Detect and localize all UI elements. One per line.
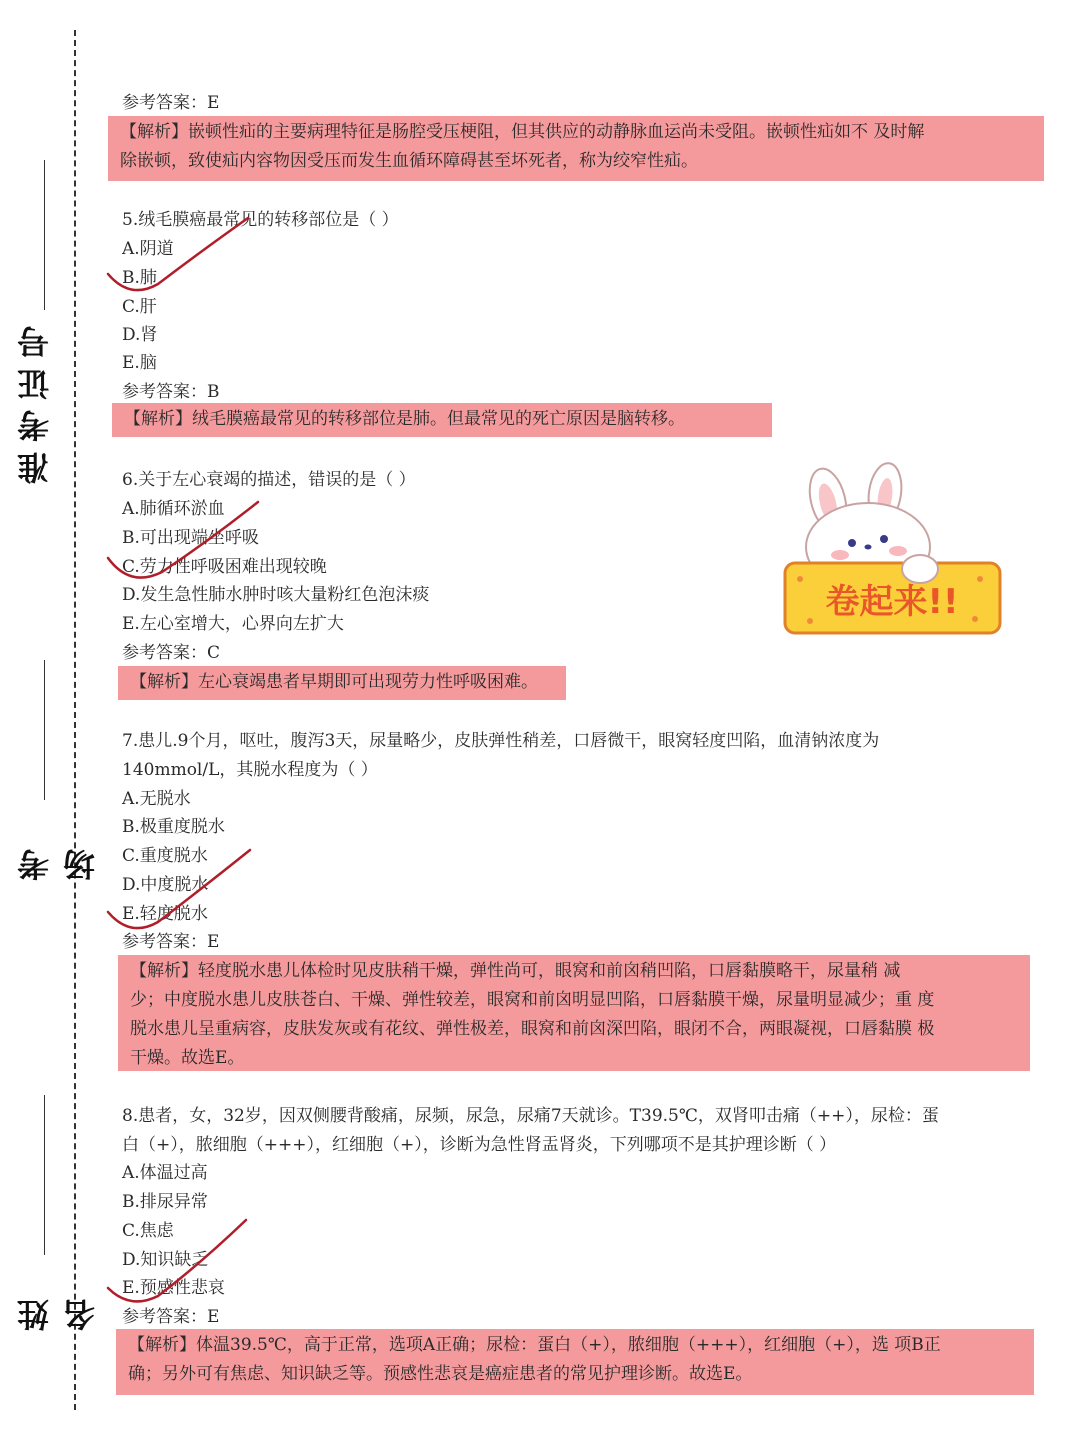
q6-option-c: C.劳力性呼吸困难出现较晚 — [122, 557, 327, 577]
q8-option-e: E.预感性悲哀 — [122, 1278, 225, 1298]
q5-explain-line1: 绒毛膜癌最常见的转移部位是肺。但最常见的死亡原因是脑转移。 — [192, 409, 685, 429]
q5-option-c: C.肝 — [122, 297, 157, 317]
q5-option-d: D.肾 — [122, 325, 158, 345]
q5-explanation — [112, 403, 772, 437]
q7-option-b: B.极重度脱水 — [122, 817, 225, 837]
q6-answer: 参考答案：C — [122, 643, 221, 663]
q5-explain-tag: 【解析】 — [124, 409, 192, 429]
q8-option-a: A.体温过高 — [122, 1163, 208, 1183]
bunny-sticker-image — [780, 455, 1010, 645]
q8-option-d: D.知识缺乏 — [122, 1250, 209, 1270]
q8-option-b: B.排尿异常 — [122, 1192, 208, 1212]
q5-option-a: A.阴道 — [122, 239, 174, 259]
q4-explain-line2: 除嵌顿，致使疝内容物因受压而发生血循环障碍甚至坏死者，称为绞窄性疝。 — [120, 151, 698, 171]
q7-explanation — [118, 955, 1030, 1071]
q8-option-c: C.焦虑 — [122, 1221, 174, 1241]
q7-explain-line1: 轻度脱水患儿体检时见皮肤稍干燥，弹性尚可，眼窝和前囟稍凹陷，口唇黏膜略干，尿量稍 减 — [198, 961, 901, 981]
exam-id-write-line — [44, 160, 45, 310]
q8-explain-line1: 体温39.5℃，高于正常，选项A正确；尿检：蛋白（+），脓细胞（+++），红细胞（+），选 项B正 — [196, 1335, 941, 1355]
q7-answer: 参考答案：E — [122, 932, 220, 952]
q7-explain-line2: 少；中度脱水患儿皮肤苍白、干燥、弹性较差，眼窝和前囟明显凹陷，口唇黏膜干燥，尿量明显减少；重 度 — [130, 990, 935, 1010]
q8-stem-line1: 8.患者，女，32岁，因双侧腰背酸痛，尿频，尿急，尿痛7天就诊。T39.5℃，双肾叩击痛（++），尿检：蛋 — [122, 1106, 939, 1126]
q4-explanation — [108, 116, 1044, 181]
q4-answer: 参考答案：E — [122, 93, 220, 113]
q5-answer: 参考答案：B — [122, 382, 220, 402]
q7-stem-line2: 140mmol/L，其脱水程度为（ ） — [122, 760, 378, 780]
q5-stem: 5.绒毛膜癌最常见的转移部位是（ ） — [122, 210, 399, 230]
q5-option-e: E.脑 — [122, 353, 157, 373]
q6-stem: 6.关于左心衰竭的描述，错误的是（ ） — [122, 470, 416, 490]
exam-id-label: 准考证号 — [16, 316, 54, 484]
q8-explain-tag: 【解析】 — [128, 1335, 196, 1355]
q6-option-b: B.可出现端坐呼吸 — [122, 528, 259, 548]
q6-explanation — [118, 666, 566, 700]
q6-option-a: A.肺循环淤血 — [122, 499, 225, 519]
q7-option-c: C.重度脱水 — [122, 846, 208, 866]
q8-explain-line2: 确；另外可有焦虑、知识缺乏等。预感性悲哀是癌症患者的常见护理诊断。故选E。 — [128, 1364, 753, 1384]
q7-explain-line3: 脱水患儿呈重病容，皮肤发灰或有花纹、弹性极差，眼窝和前囟深凹陷，眼闭不合，两眼凝视，口唇黏膜 极 — [130, 1019, 935, 1039]
exam-room-write-line — [44, 660, 45, 800]
name-write-line — [44, 1095, 45, 1255]
exam-room-label: 考 场 — [16, 839, 100, 881]
q4-explain-tag: 【解析】 — [120, 122, 188, 142]
q7-option-e: E.轻度脱水 — [122, 904, 208, 924]
name-label: 姓 名 — [16, 1289, 100, 1331]
q8-answer: 参考答案：E — [122, 1307, 220, 1327]
q8-explanation — [116, 1329, 1034, 1395]
q6-option-d: D.发生急性肺水肿时咳大量粉红色泡沫痰 — [122, 585, 430, 605]
binding-dashed-line — [74, 30, 76, 1410]
q7-explain-line4: 干燥。故选E。 — [130, 1048, 245, 1068]
q7-option-a: A.无脱水 — [122, 789, 191, 809]
q6-option-e: E.左心室增大，心界向左扩大 — [122, 614, 344, 634]
q5-option-b: B.肺 — [122, 268, 157, 288]
q7-option-d: D.中度脱水 — [122, 875, 209, 895]
q8-stem-line2: 白（+），脓细胞（+++），红细胞（+），诊断为急性肾盂肾炎，下列哪项不是其护理诊断（ ） — [122, 1135, 837, 1155]
q6-explain-tag: 【解析】 — [130, 672, 198, 692]
q4-explain-line1: 嵌顿性疝的主要病理特征是肠腔受压梗阻，但其供应的动静脉血运尚未受阻。嵌顿性疝如不 及时解 — [188, 122, 925, 142]
q6-explain-line1: 左心衰竭患者早期即可出现劳力性呼吸困难。 — [198, 672, 538, 692]
sticker-text: 卷起来!! — [825, 582, 959, 622]
q7-explain-tag: 【解析】 — [130, 961, 198, 981]
q7-stem-line1: 7.患儿.9个月，呕吐，腹泻3天，尿量略少，皮肤弹性稍差，口唇微干，眼窝轻度凹陷，血清钠浓度为 — [122, 731, 880, 751]
